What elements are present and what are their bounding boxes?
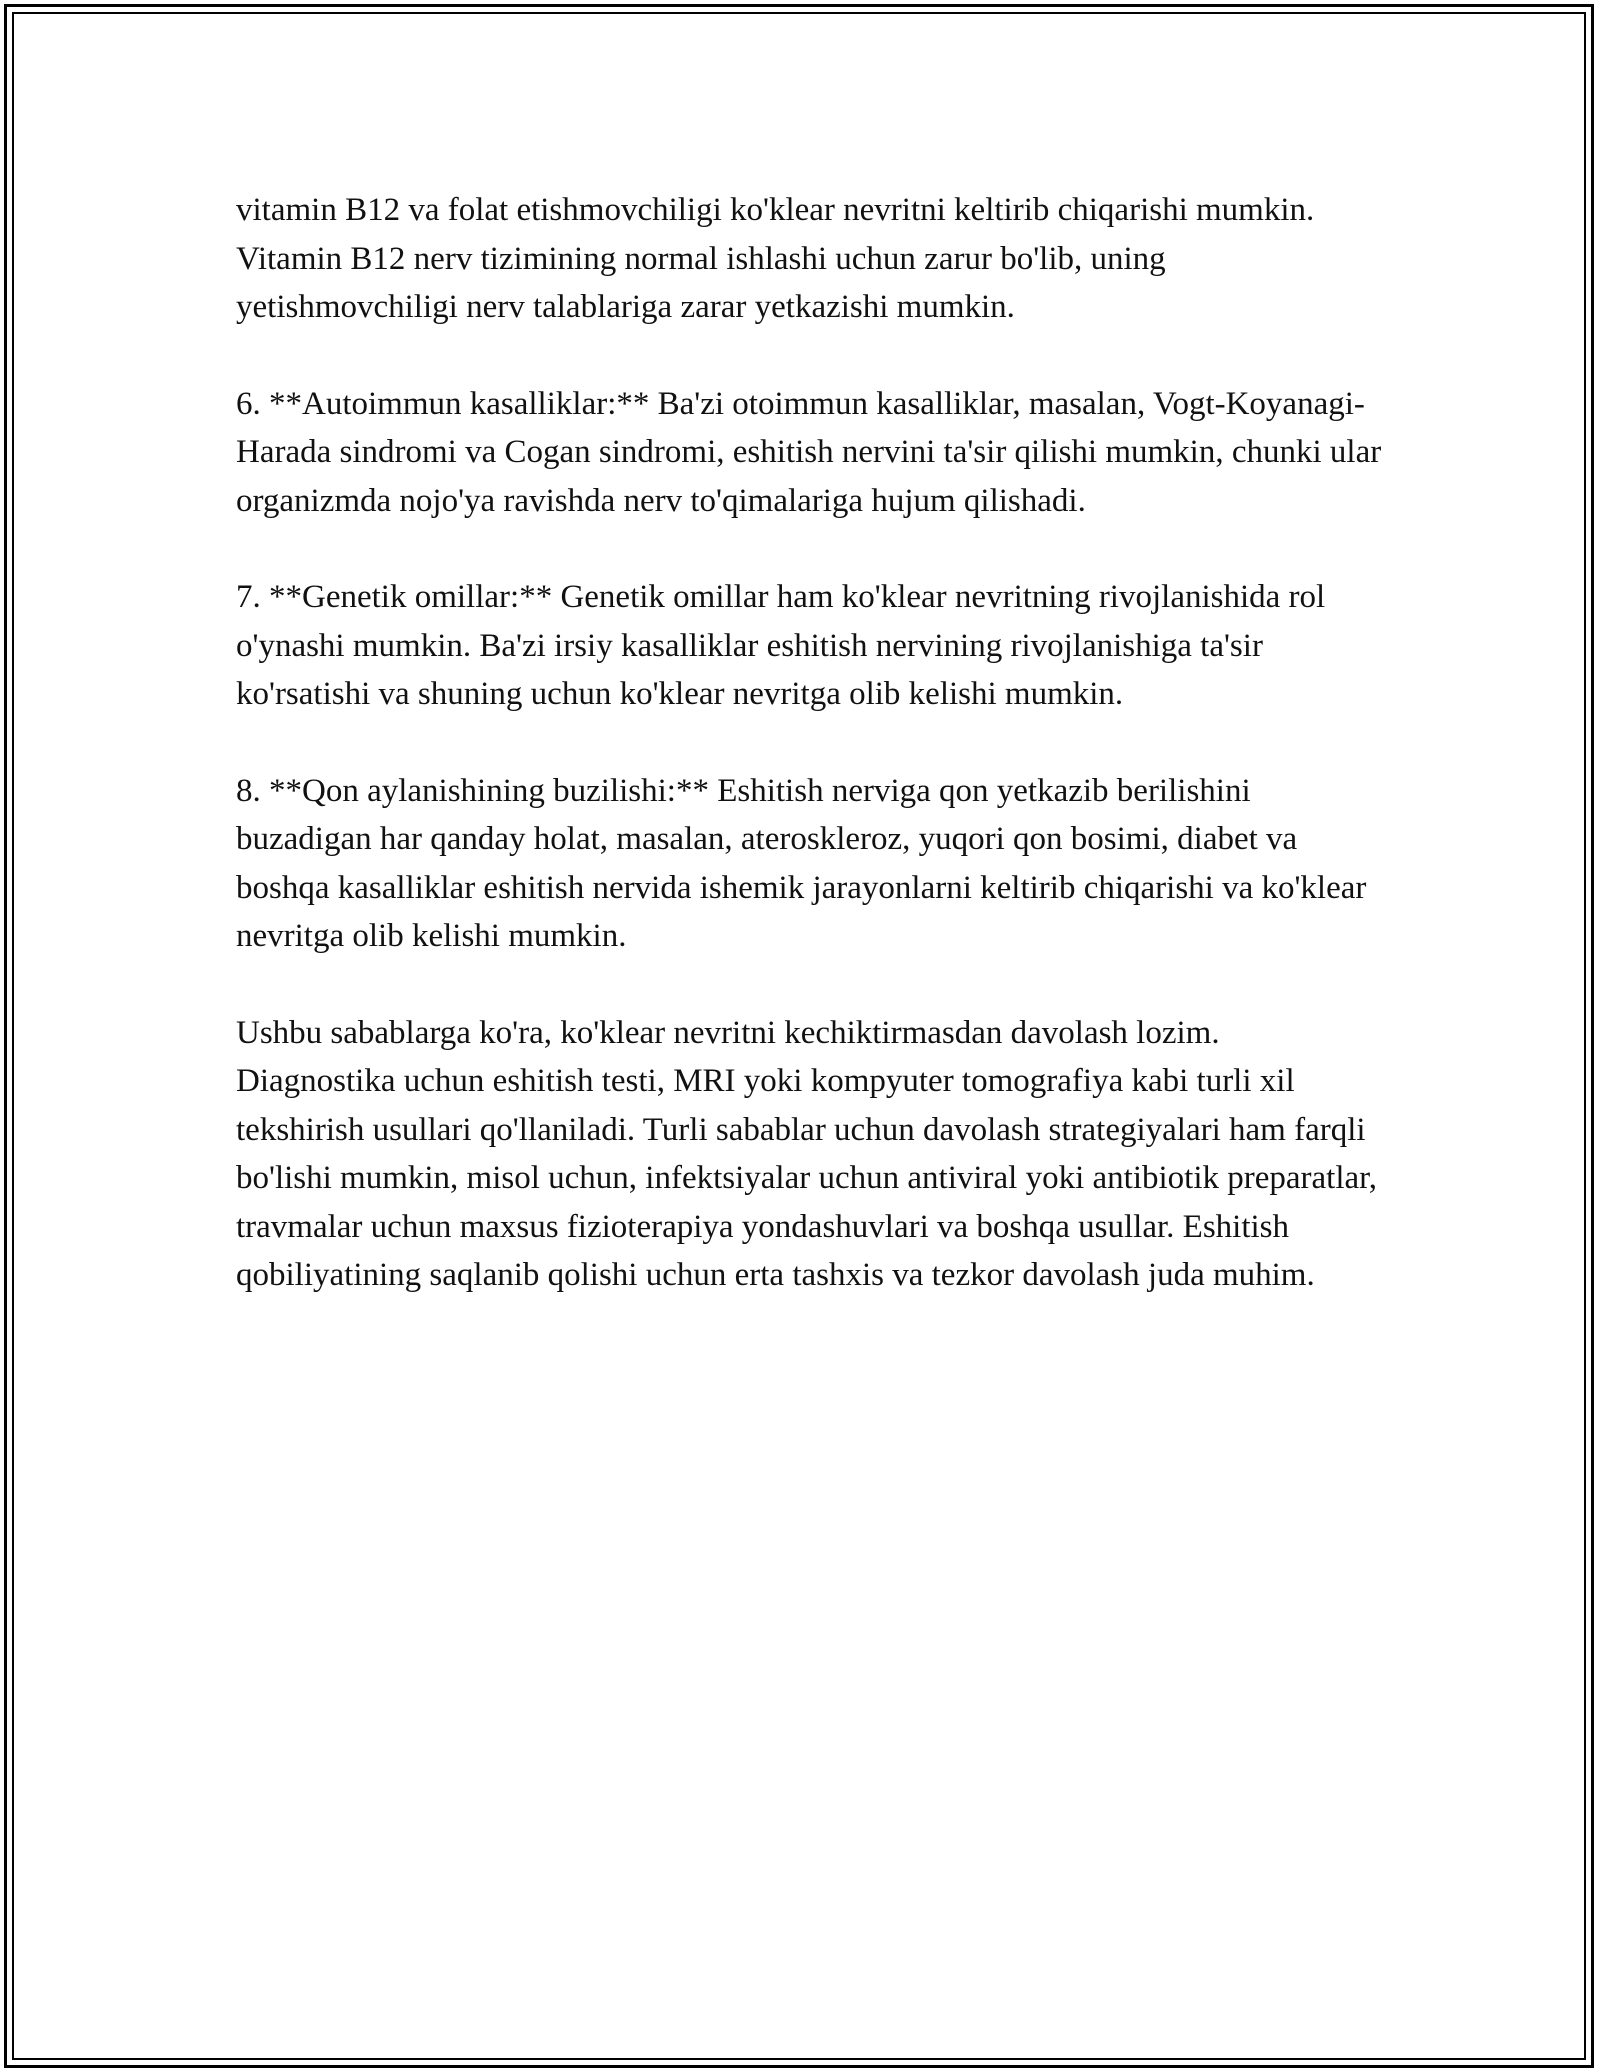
paragraph-conclusion: Ushbu sabablarga ko'ra, ko'klear nevritni kechiktirmasdan davolash lozim. Diagnostika uchun eshitish testi, MRI yoki kompyuter tomografiya kabi turli xil tekshirish usullari qo'llaniladi. Turli sabablar uchun davolash strategiyalari ham farqli bo'lishi mumkin, misol uchun, infektsiyalar uchun antiviral yoki antibiotik preparatlar, travmalar uchun maxsus fizioterapiya yondashuvlari va boshqa usullar. Eshitish qobiliyatining saqlanib qolishi uchun erta tashxis va tezkor davolash juda muhim. [236, 1014, 1378, 1293]
paragraph-autoimmune: 6. **Autoimmun kasalliklar:** Ba'zi otoimmun kasalliklar, masalan, Vogt-Koyanagi-Harada sindromi va Cogan sindromi, eshitish nervini ta'sir qilishi mumkin, chunki ular organizmda nojo'ya ravishda nerv to'qimalariga hujum qilishadi. [236, 385, 1382, 519]
paragraph-vitamin-b12: vitamin B12 va folat etishmovchiligi ko'klear nevritni keltirib chiqarishi mumkin. Vitamin B12 nerv tizimining normal ishlashi uchun zarur bo'lib, uning yetishmovchiligi nerv talablariga zarar yetkazishi mumkin. [236, 192, 1315, 325]
paragraph-genetic: 7. **Genetik omillar:** Genetik omillar ham ko'klear nevritning rivojlanishida rol o'ynashi mumkin. Ba'zi irsiy kasalliklar eshitish nervining rivojlanishiga ta'sir ko'rsatishi va shuning uchun ko'klear nevritga olib kelishi mumkin. [236, 579, 1326, 712]
paragraph-circulation: 8. **Qon aylanishining buzilishi:** Eshitish nerviga qon yetkazib berilishini buzadigan har qanday holat, masalan, ateroskleroz, yuqori qon bosimi, diabet va boshqa kasalliklar eshitish nervida ishemik jarayonlarni keltirib chiqarishi va ko'klear nevritga olib kelishi mumkin. [236, 772, 1367, 954]
document-body [236, 186, 1386, 1348]
